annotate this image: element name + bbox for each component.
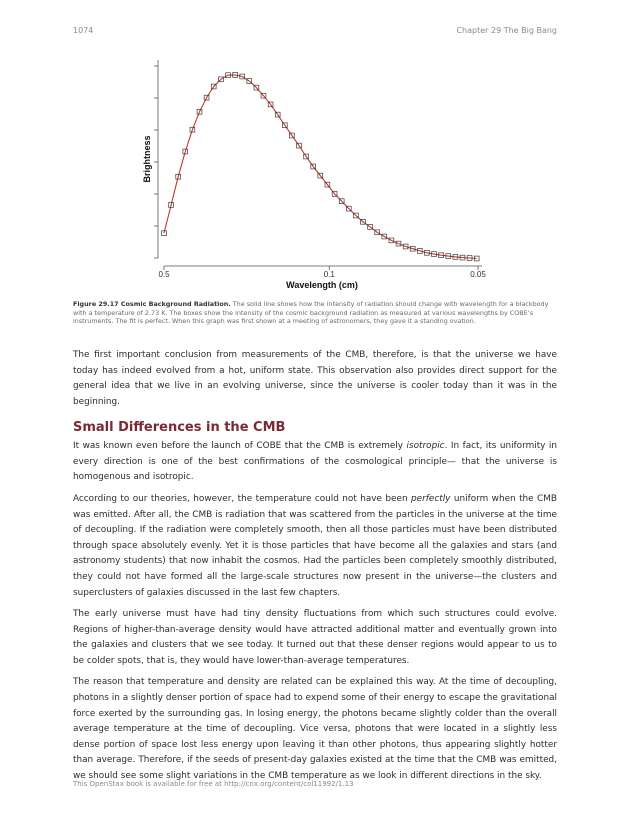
text-run: According to our theories, however, the temperature could not have been (73, 494, 412, 505)
emphasis: isotropic (406, 441, 445, 452)
text-run: . In fact, its uniformity in every direction is one of the best confirmations of the cosmological principle— that the universe is homogenous and isotropic. (73, 441, 557, 483)
text-run: uniform when the CMB was emitted. After all, the CMB is radiation that was scattered from the particles in the universe at the time of decoupling. If the radiation were completely smooth, then all those particles must have been distributed through space absolutely evenly. Yet it is those particles that have become all the galaxies and stars (and astronomy students) that now inhabit the cosmos. Had the particles been completely smoothly distributed, they could not have formed all the large-scale structures now present in the universe—the clusters and superclusters of galaxies discussed in the last few chapters. (73, 494, 557, 598)
x-axis-label: Wavelength (cm) (286, 280, 358, 290)
body-content (73, 348, 557, 790)
figure-caption (73, 300, 557, 326)
paragraph: The first important conclusion from measurements of the CMB, therefore, is that the universe we have today has indeed evolved from a hot, uniform state. This observation also provides direct support for the general idea that we live in an evolving universe, since the universe is cooler today than it was in the beginning. (73, 350, 557, 407)
x-tick-label: 0.1 (323, 270, 335, 279)
blackbody-fit-line (164, 75, 477, 259)
figure-caption-text: The solid line shows how the intensity of radiation should change with wavelength for a blackbody with a temperature of 2.73 K. The boxes show the intensity of the cosmic background radiation as measured at various wavelengths by COBE’s instruments. The fit is perfect. When this graph was first shown at a meeting of astronomers, they gave it a standing ovation. (73, 300, 549, 326)
chart-svg (120, 48, 500, 298)
emphasis: perfectly (411, 494, 451, 505)
text-run: It was known even before the launch of COBE that the CMB is extremely (73, 441, 407, 452)
x-tick-label: 0.5 (158, 270, 170, 279)
paragraph: The reason that temperature and density are related can be explained this way. At the time of decoupling, photons in a slightly denser portion of space had to expend some of their energy to escape the gravitational force exerted by the surrounding gas. In losing energy, the photons became slightly colder than the overall average temperature at the time of decoupling. Vice versa, photons that were located in a slightly less dense portion of space lost less energy upon leaving it than other photons, thus appearing slightly hotter than average. Therefore, if the seeds of present-day galaxies existed at the time that the CMB was emitted, we should see some slight variations in the CMB temperature as we look in different directions in the sky. (73, 677, 557, 781)
section-heading: Small Differences in the CMB (73, 420, 286, 436)
paragraph (73, 492, 557, 601)
page-number: 1074 (73, 26, 94, 35)
x-tick-label: 0.05 (470, 270, 486, 279)
chapter-title: Chapter 29 The Big Bang (456, 26, 557, 35)
paragraph (73, 439, 557, 486)
y-axis-label: Brightness (142, 135, 152, 183)
paragraph: The early universe must have had tiny density fluctuations from which such structures could evolve. Regions of higher-than-average density would have attracted additional matter and eventually grown into the galaxies and clusters that we see today. It turned out that these denser regions would appear to us to be colder spots, that is, they would have lower-than-average temperatures. (73, 609, 557, 666)
figure-label: Figure 29.17 Cosmic Background Radiation. (73, 300, 231, 308)
page-footer: This OpenStax book is available for free at http://cnx.org/content/col11992/1.13 (73, 780, 354, 788)
cmb-spectrum-chart (120, 48, 500, 298)
